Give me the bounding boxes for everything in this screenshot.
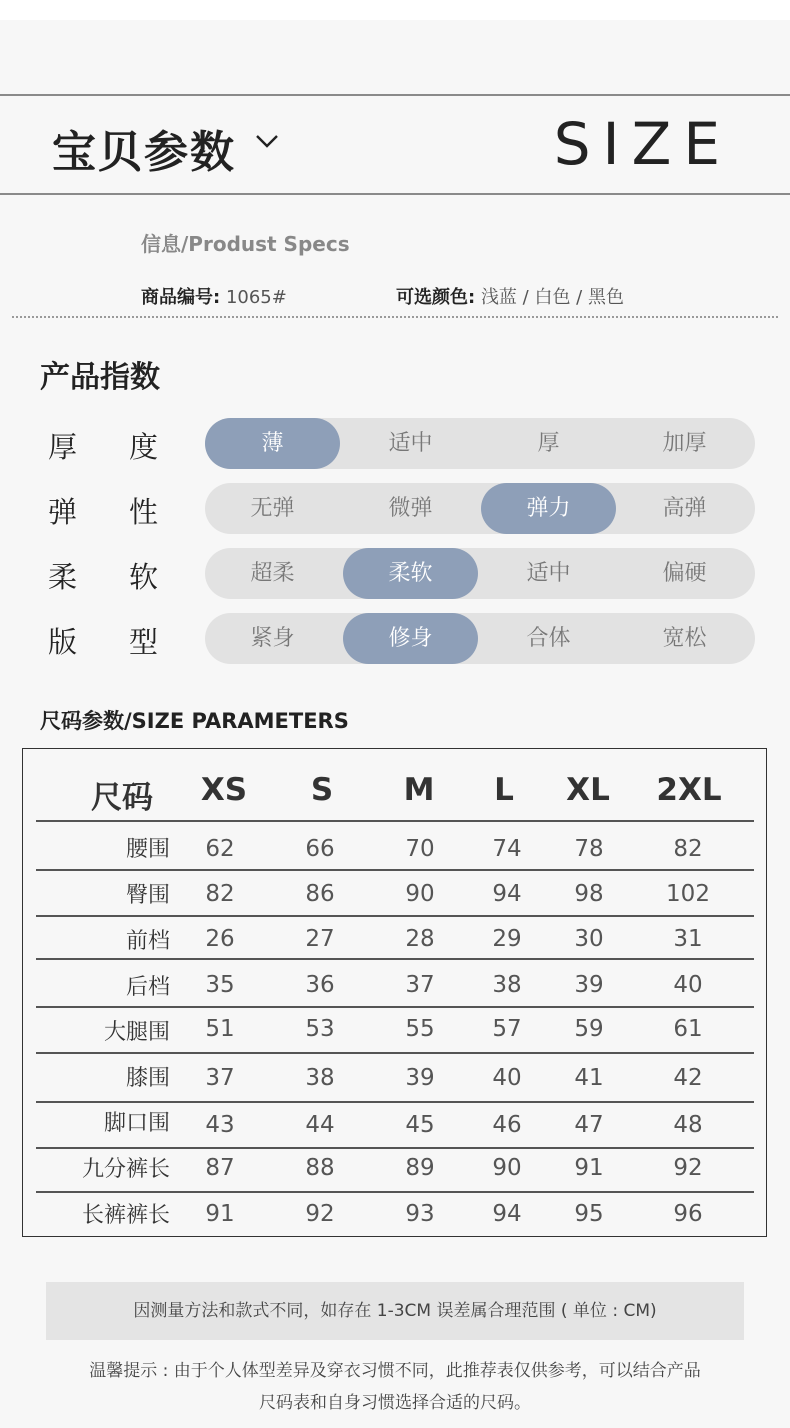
- table-cell: 28: [405, 926, 435, 952]
- table-row-label: 前档: [125, 929, 170, 954]
- table-cell: 38: [492, 972, 522, 998]
- table-row-label: 臀围: [125, 883, 170, 908]
- size-table-title: 尺码参数/SIZE PARAMETERS: [40, 709, 349, 733]
- index-option[interactable]: 加厚: [662, 431, 707, 456]
- table-cell: 89: [405, 1155, 435, 1181]
- dotted-divider: [12, 316, 778, 318]
- table-cell: 92: [673, 1155, 703, 1181]
- table-cell: 91: [574, 1155, 604, 1181]
- table-cell: 39: [405, 1065, 435, 1091]
- index-option[interactable]: 超柔: [250, 561, 295, 586]
- top-strip: [0, 0, 790, 20]
- table-cell: 70: [405, 836, 435, 862]
- error-note: 因测量方法和款式不同，如存在 1-3CM 误差属合理范围 ( 单位 : CM): [46, 1282, 744, 1340]
- header-top-line: [0, 94, 790, 96]
- chevron-down-icon[interactable]: [254, 130, 280, 152]
- table-cell: 51: [205, 1016, 235, 1042]
- index-option[interactable]: 无弹: [250, 496, 295, 521]
- table-cell: 78: [574, 836, 604, 862]
- index-row-label-char: 厚: [48, 430, 78, 464]
- index-option-track: [205, 418, 755, 469]
- table-row-divider: [36, 1052, 754, 1054]
- size-header: XS: [200, 772, 248, 808]
- table-row-divider: [36, 915, 754, 917]
- table-row-divider: [36, 820, 754, 822]
- table-cell: 96: [673, 1201, 703, 1227]
- table-cell: 37: [205, 1065, 235, 1091]
- index-option[interactable]: 适中: [526, 561, 571, 586]
- info-heading: 信息/Produst Specs: [141, 232, 350, 256]
- header-bottom-line: [0, 193, 790, 195]
- table-cell: 35: [205, 972, 235, 998]
- table-cell: 38: [305, 1065, 335, 1091]
- size-header: L: [494, 772, 514, 808]
- table-cell: 87: [205, 1155, 235, 1181]
- table-cell: 62: [205, 836, 235, 862]
- table-row-label: 膝围: [125, 1066, 170, 1091]
- tip-line-1: 温馨提示 : 由于个人体型差异及穿衣习惯不同，此推荐表仅供参考，可以结合产品: [89, 1361, 701, 1381]
- product-number-label: 商品编号:: [141, 287, 221, 308]
- table-cell: 91: [205, 1201, 235, 1227]
- table-row-label: 九分裤长: [81, 1157, 170, 1182]
- table-cell: 47: [574, 1112, 604, 1138]
- table-row-divider: [36, 1101, 754, 1103]
- table-row-label: 脚口围: [103, 1111, 170, 1136]
- index-row-label-char: 弹: [48, 495, 78, 529]
- product-number: [141, 283, 287, 309]
- table-cell: 55: [405, 1016, 435, 1042]
- size-header: S: [310, 772, 334, 808]
- index-option[interactable]: 宽松: [662, 626, 707, 651]
- table-cell: 46: [492, 1112, 522, 1138]
- table-row-label: 后档: [125, 975, 170, 1000]
- size-header: XL: [566, 772, 610, 808]
- table-row-divider: [36, 958, 754, 960]
- index-row-label-char: 软: [128, 560, 158, 594]
- table-cell: 59: [574, 1016, 604, 1042]
- table-row-label: 大腿围: [103, 1020, 170, 1045]
- table-cell: 94: [492, 881, 522, 907]
- table-cell: 61: [673, 1016, 703, 1042]
- index-row-label: [48, 555, 158, 596]
- available-colors-value: 浅蓝 / 白色 / 黑色: [480, 287, 624, 308]
- table-cell: 93: [405, 1201, 435, 1227]
- table-row-divider: [36, 1006, 754, 1008]
- table-cell: 40: [673, 972, 703, 998]
- table-cell: 95: [574, 1201, 604, 1227]
- table-cell: 39: [574, 972, 604, 998]
- index-row-label: [48, 490, 158, 531]
- table-cell: 90: [405, 881, 435, 907]
- product-number-value: 1065#: [225, 287, 287, 308]
- size-header-label: 尺码: [91, 780, 153, 816]
- index-option[interactable]: 适中: [388, 431, 433, 456]
- table-cell: 36: [305, 972, 335, 998]
- table-cell: 44: [305, 1112, 335, 1138]
- index-option-track: [205, 548, 755, 599]
- table-cell: 66: [305, 836, 335, 862]
- available-colors-label: 可选颜色:: [396, 287, 476, 308]
- table-row-divider: [36, 1191, 754, 1193]
- tip-line-2: 尺码表和自身习惯选择合适的尺码。: [259, 1393, 531, 1413]
- index-option-selected[interactable]: 薄: [205, 418, 340, 469]
- table-cell: 90: [492, 1155, 522, 1181]
- table-cell: 48: [673, 1112, 703, 1138]
- table-cell: 31: [673, 926, 703, 952]
- index-option[interactable]: 紧身: [250, 626, 295, 651]
- table-cell: 94: [492, 1201, 522, 1227]
- index-option[interactable]: 微弹: [388, 496, 433, 521]
- index-row-label: [48, 620, 158, 661]
- table-cell: 40: [492, 1065, 522, 1091]
- table-cell: 88: [305, 1155, 335, 1181]
- size-header: M: [403, 772, 435, 808]
- table-cell: 57: [492, 1016, 522, 1042]
- table-cell: 82: [205, 881, 235, 907]
- index-option[interactable]: 高弹: [662, 496, 707, 521]
- table-cell: 29: [492, 926, 522, 952]
- index-option-selected[interactable]: 弹力: [481, 483, 616, 534]
- table-row-label: 腰围: [125, 837, 170, 862]
- table-cell: 53: [305, 1016, 335, 1042]
- table-cell: 26: [205, 926, 235, 952]
- size-heading: SIZE: [553, 110, 732, 178]
- index-option[interactable]: 偏硬: [662, 561, 707, 586]
- table-cell: 45: [405, 1112, 435, 1138]
- index-row-label-char: 度: [128, 430, 158, 464]
- table-row-label: 长裤裤长: [81, 1203, 170, 1228]
- index-option-selected[interactable]: 柔软: [343, 548, 478, 599]
- table-cell: 30: [574, 926, 604, 952]
- index-row-label-char: 版: [48, 625, 78, 659]
- table-cell: 86: [305, 881, 335, 907]
- table-cell: 74: [492, 836, 522, 862]
- table-cell: 37: [405, 972, 435, 998]
- size-header: 2XL: [656, 772, 722, 808]
- page-title: 宝贝参数: [52, 127, 236, 178]
- table-cell: 82: [673, 836, 703, 862]
- index-option-track: [205, 613, 755, 664]
- table-cell: 98: [574, 881, 604, 907]
- table-cell: 102: [666, 881, 710, 907]
- index-row-label-char: 柔: [48, 560, 78, 594]
- table-row-divider: [36, 869, 754, 871]
- table-row-divider: [36, 1147, 754, 1149]
- table-cell: 27: [305, 926, 335, 952]
- index-title: 产品指数: [40, 360, 160, 395]
- index-row-label: [48, 425, 158, 466]
- index-row-label-char: 型: [128, 625, 158, 659]
- index-option[interactable]: 合体: [526, 626, 571, 651]
- index-option-track: [205, 483, 755, 534]
- table-cell: 41: [574, 1065, 604, 1091]
- available-colors: [396, 283, 624, 309]
- index-option[interactable]: 厚: [537, 431, 560, 456]
- index-option-selected[interactable]: 修身: [343, 613, 478, 664]
- index-row-label-char: 性: [128, 495, 158, 529]
- table-cell: 42: [673, 1065, 703, 1091]
- table-cell: 92: [305, 1201, 335, 1227]
- table-cell: 43: [205, 1112, 235, 1138]
